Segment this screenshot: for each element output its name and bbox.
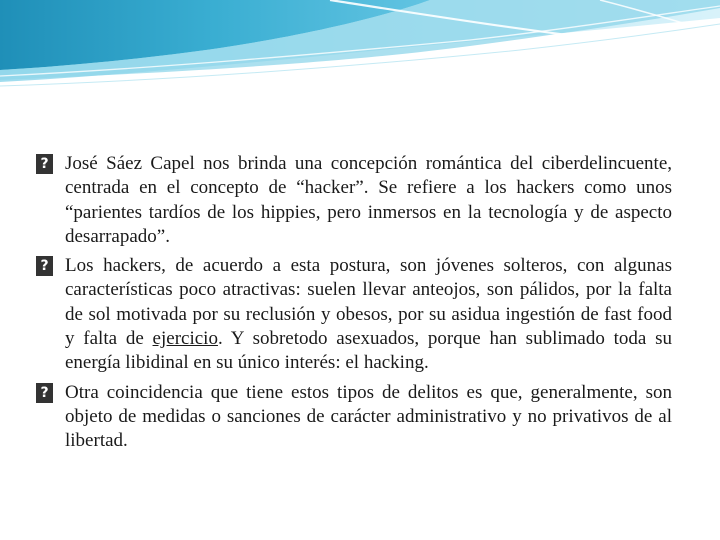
bullet-text: Los hackers, de acuerdo a esta postura, son jóvenes solteros, con algunas características poco atractivas: suelen llevar anteojos, son pálidos, por la falta de sol motivada por su reclusión y obesos, por su asidua ingestión de fast food y falta de <box>65 255 672 350</box>
wave-header-decoration <box>0 0 720 95</box>
bullet-item <box>36 254 672 375</box>
bullet-text: Otra coincidencia que tiene estos tipos de delitos es que, generalmente, son objeto de medidas o sanciones de carácter administrativo y no privativos de al libertad. <box>65 381 672 452</box>
bullet-marker-icon: ? <box>36 256 53 276</box>
bullet-item <box>36 381 672 454</box>
bullet-item <box>36 152 672 249</box>
bullet-list <box>36 152 672 459</box>
bullet-text: . Y sobretodo asexuados, porque han sublimado toda su energía libidinal en su único interés: el hacking. <box>65 328 673 374</box>
bullet-text: José Sáez Capel nos brinda una concepción romántica del ciberdelincuente, centrada en el concepto de “hacker”. Se refiere a los hackers como unos “parientes tardíos de los hippies, pero inmersos en la tecnología y de aspecto desarrapado”. <box>65 153 672 247</box>
underlined-link-text[interactable]: ejercicio <box>152 328 218 350</box>
bullet-marker-icon: ? <box>36 383 53 403</box>
bullet-marker-icon: ? <box>36 154 53 174</box>
